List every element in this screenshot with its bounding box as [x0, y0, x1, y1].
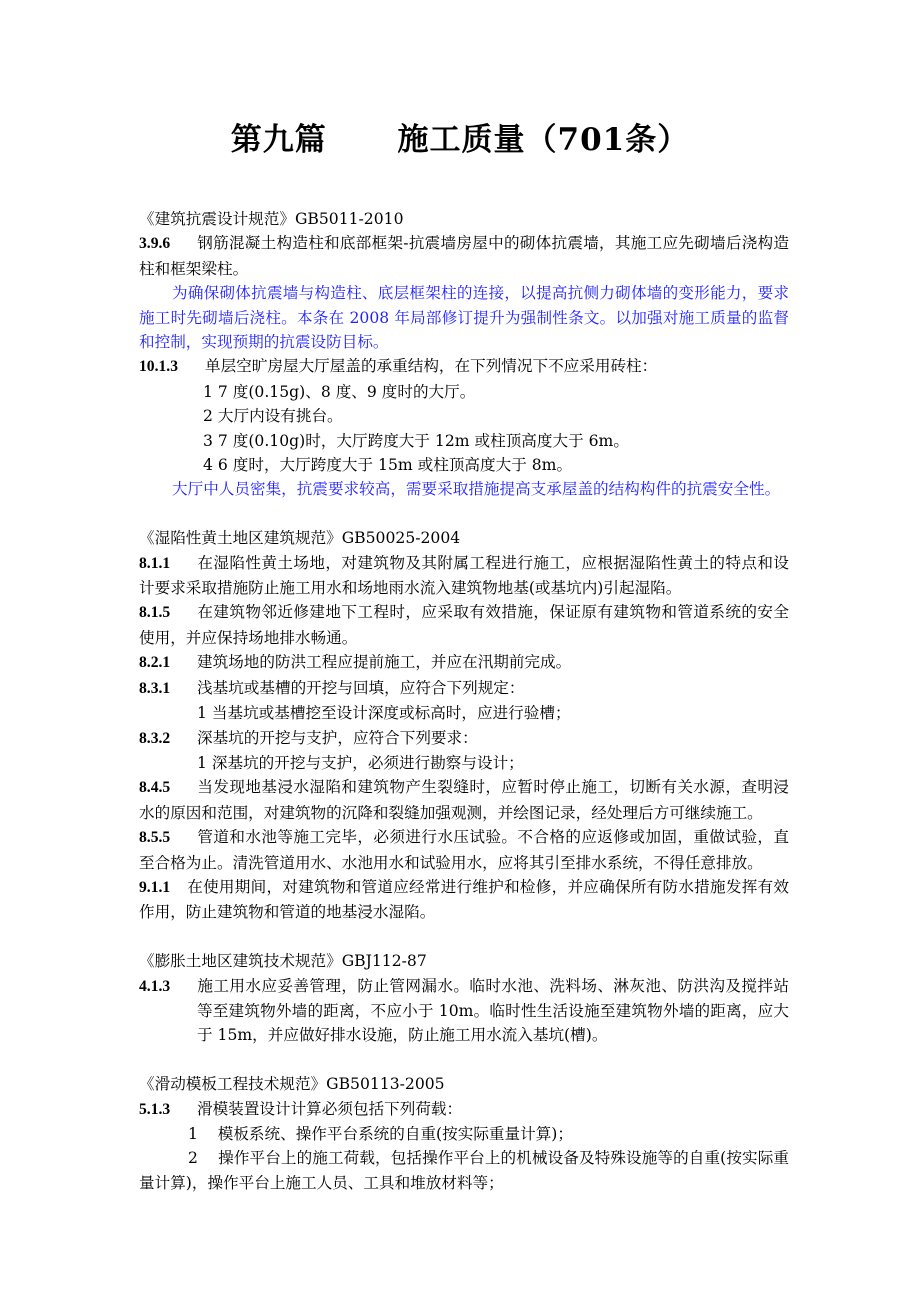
document-body	[139, 207, 789, 1195]
clause-number: 10.1.3	[139, 358, 178, 376]
clause-number: 8.1.5	[139, 604, 171, 622]
clause-8-2-1	[139, 650, 789, 675]
clause-text: 在湿陷性黄土场地，对建筑物及其附属工程进行施工，应根据湿陷性黄土的特点和设计要求采取措施防止施工用水和场地雨水流入建筑物地基(或基坑内)引起湿陷。	[139, 553, 789, 598]
list-item: 4 6 度时，大厅跨度大于 15m 或柱顶高度大于 8m。	[203, 456, 573, 475]
clause-text: 浅基坑或基槽的开挖与回填，应符合下列规定：	[197, 678, 525, 697]
list-item: 3 7 度(0.10g)时，大厅跨度大于 12m 或柱顶高度大于 6m。	[203, 431, 629, 450]
clause-number: 4.1.3	[139, 977, 171, 995]
list-item: 1 当基坑或基槽挖至设计深度或标高时，应进行验槽；	[197, 704, 571, 723]
clause-number: 8.4.5	[139, 779, 171, 797]
clause-8-5-5	[139, 825, 789, 875]
clause-number: 8.3.1	[139, 679, 171, 697]
section-heading: 《膨胀土地区建筑技术规范》GBJ112-87	[139, 952, 427, 971]
clause-8-3-2	[139, 726, 789, 751]
list-item: 1 深基坑的开挖与支护，必须进行勘察与设计；	[197, 753, 524, 772]
clause-8-4-5	[139, 775, 789, 825]
list-item: 2 大厅内设有挑台。	[203, 407, 343, 426]
clause-text: 在建筑物邻近修建地下工程时，应采取有效措施，保证原有建筑物和管道系统的安全使用，并应保持场地排水畅通。	[139, 603, 789, 647]
clause-number: 8.1.1	[139, 554, 171, 572]
clause-text: 建筑场地的防洪工程应提前施工，并应在汛期前完成。	[197, 653, 572, 672]
clause-10-1-3	[139, 354, 789, 379]
clause-text: 管道和水池等施工完毕，必须进行水压试验。不合格的应返修或加固，重做试验，直至合格为止。清洗管道用水、水池用水和试验用水，应将其引至排水系统，不得任意排放。	[139, 828, 789, 872]
clause-text: 滑模装置设计计算必须包括下列荷载：	[197, 1099, 463, 1118]
clause-number: 8.5.5	[139, 829, 171, 847]
section-heading: 《建筑抗震设计规范》GB5011-2010	[139, 210, 404, 228]
clause-text: 单层空旷房屋大厅屋盖的承重结构，在下列情况下不应采用砖柱：	[205, 357, 658, 376]
clause-number: 8.2.1	[139, 654, 171, 672]
clause-text: 施工用水应妥善管理，防止管网漏水。临时水池、洗料场、淋灰池、防洪沟及搅拌站等至建筑物外墙的距离，不应小于 10m。临时性生活设施至建筑物外墙的距离，应大于 15m，并应做好排水设施，防止施工用水流入基坑(槽)。	[197, 976, 789, 1045]
clause-9-1-1	[139, 875, 789, 925]
clause-text: 钢筋混凝土构造柱和底部框架-抗震墙房屋中的砌体抗震墙，其施工应先砌墙后浇构造柱和框架梁柱。	[139, 234, 789, 278]
clause-4-1-3	[139, 974, 789, 1048]
clause-number: 5.1.3	[139, 1100, 171, 1118]
clause-number: 9.1.1	[139, 878, 171, 896]
clause-text: 深基坑的开挖与支护，应符合下列要求：	[197, 728, 478, 747]
clause-3-9-6	[139, 231, 789, 281]
section-heading: 《湿陷性黄土地区建筑规范》GB50025-2004	[139, 529, 461, 548]
clause-8-1-5	[139, 600, 789, 650]
clause-5-1-3	[139, 1097, 789, 1122]
list-item: 1 7 度(0.15g)、8 度、9 度时的大厅。	[203, 382, 476, 401]
clause-number: 8.3.2	[139, 729, 171, 747]
clause-note: 为确保砌体抗震墙与构造柱、底层框架柱的连接，以提高抗侧力砌体墙的变形能力，要求施工时先砌墙后浇柱。本条在 2008 年局部修订提升为强制性条文。以加强对施工质量的监督和控制，实现预期的抗震设防目标。	[139, 284, 789, 352]
clause-8-3-1	[139, 676, 789, 701]
clause-number: 3.9.6	[139, 235, 171, 253]
clause-8-1-1	[139, 551, 789, 601]
list-item: 2 操作平台上的施工荷载，包括操作平台上的机械设备及特殊设施等的自重(按实际重量计算)，操作平台上施工人员、工具和堆放材料等；	[139, 1149, 789, 1192]
list-item: 1 模板系统、操作平台系统的自重(按实际重量计算)；	[188, 1124, 573, 1143]
clause-text: 当发现地基浸水湿陷和建筑物产生裂缝时，应暂时停止施工，切断有关水源，查明浸水的原因和范围，对建筑物的沉降和裂缝加强观测，并绘图记录，经处理后方可继续施工。	[139, 778, 789, 822]
clause-text: 在使用期间，对建筑物和管道应经常进行维护和检修，并应确保所有防水措施发挥有效作用，防止建筑物和管道的地基浸水湿陷。	[139, 877, 789, 922]
page-title: 第九篇 施工质量（701条）	[230, 122, 690, 158]
clause-note: 大厅中人员密集，抗震要求较高，需要采取措施提高支承屋盖的结构构件的抗震安全性。	[172, 480, 781, 499]
section-heading: 《滑动模板工程技术规范》GB50113-2005	[139, 1075, 445, 1094]
